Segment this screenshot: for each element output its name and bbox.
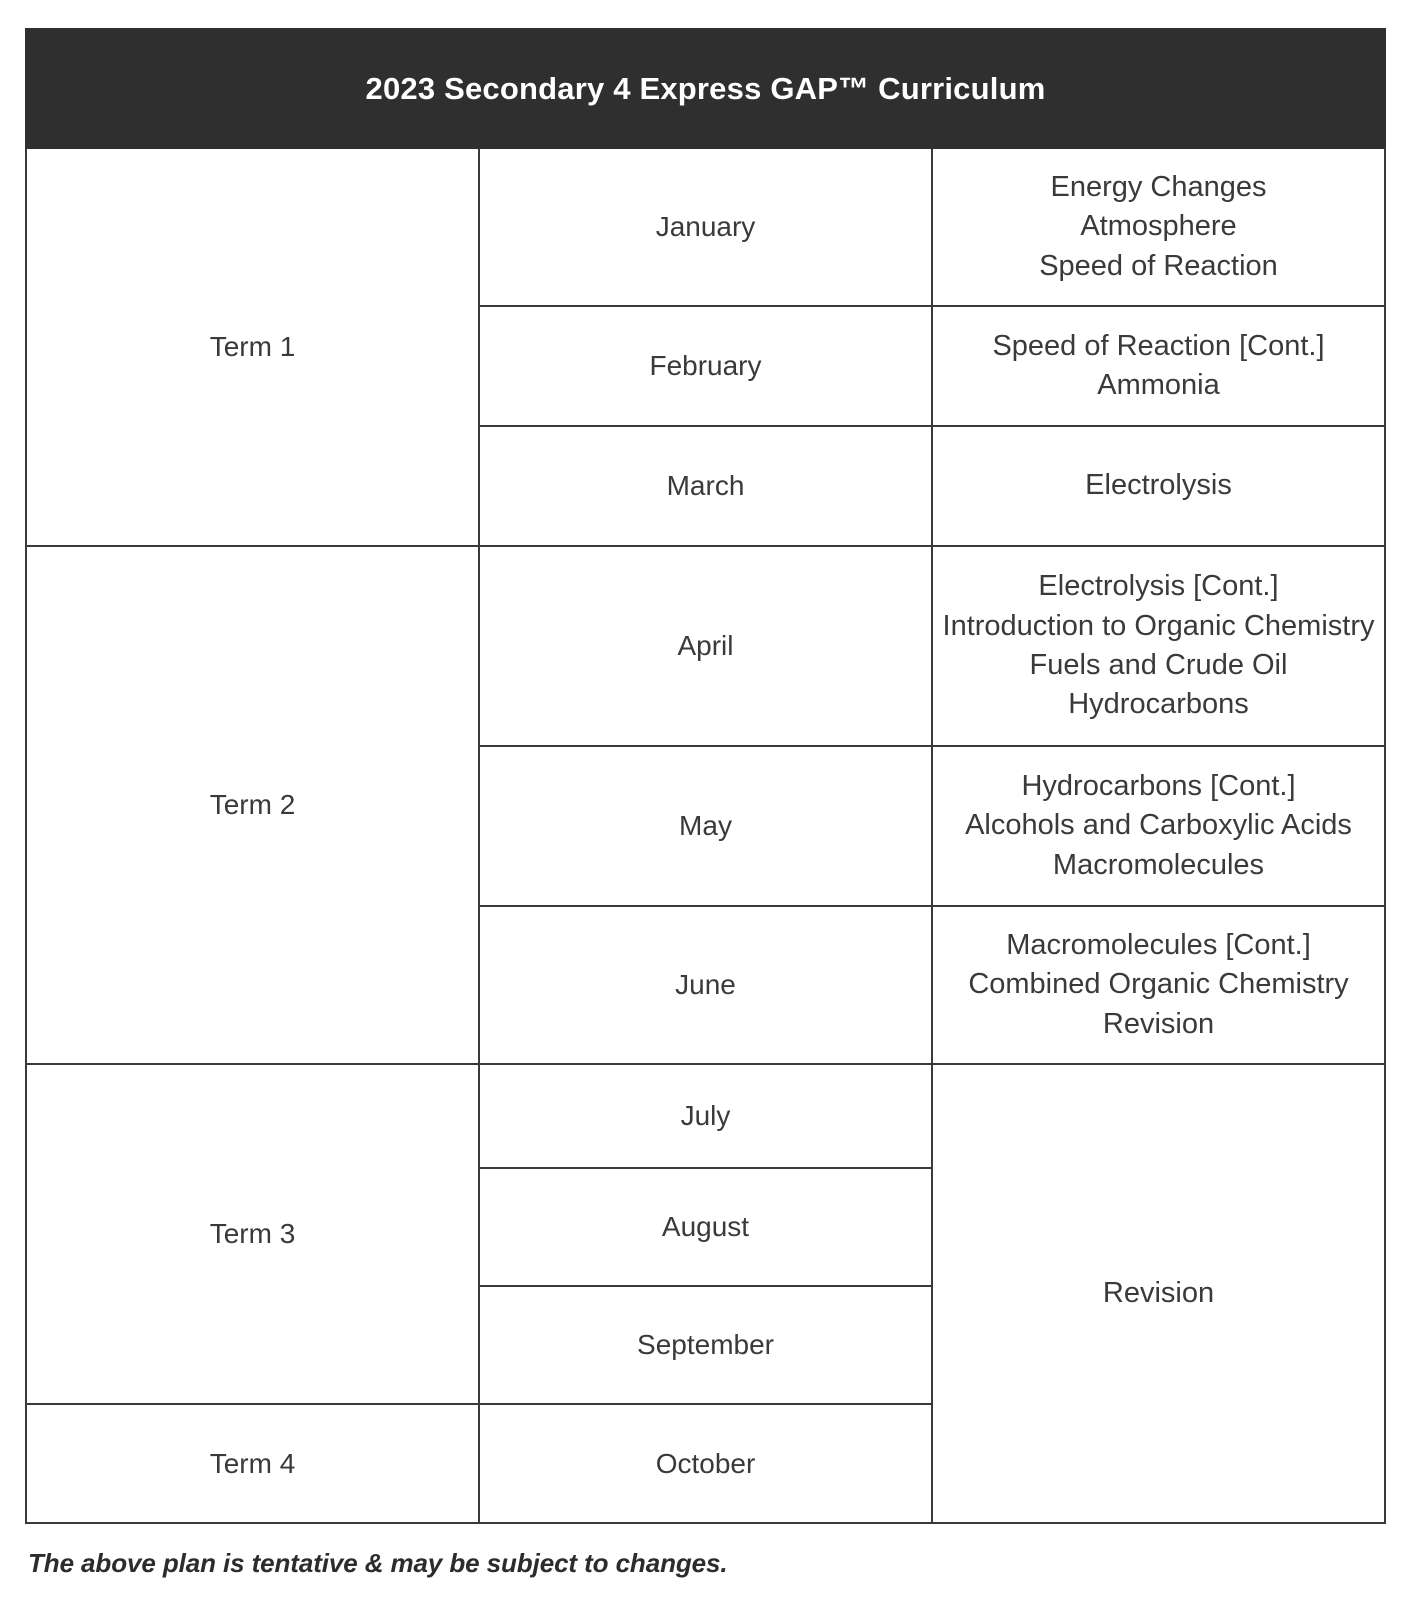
term-label-term-1: Term 1 — [26, 148, 479, 546]
topic-line: Electrolysis — [1085, 469, 1232, 502]
topic-line: Macromolecules [Cont.] — [1006, 928, 1311, 961]
topic-line: Energy Changes — [1050, 170, 1267, 203]
month-label-may: May — [479, 746, 932, 906]
term-label-term-3: Term 3 — [26, 1064, 479, 1404]
topic-line: Revision — [1102, 1007, 1215, 1040]
topics-february — [932, 306, 1385, 426]
topics-april — [932, 546, 1385, 746]
table-row — [26, 546, 1385, 746]
month-label-january: January — [479, 148, 932, 306]
term-label-term-4: Term 4 — [26, 1404, 479, 1523]
month-label-february: February — [479, 306, 932, 426]
topic-line: Speed of Reaction [Cont.] — [992, 329, 1325, 362]
topic-line: Hydrocarbons — [1068, 688, 1249, 721]
topic-line: Ammonia — [1097, 369, 1220, 401]
topic-line: Macromolecules — [1052, 848, 1265, 881]
month-label-august: August — [479, 1168, 932, 1286]
topic-line: Atmosphere — [1080, 210, 1237, 243]
topics-may — [932, 746, 1385, 906]
topic-line: Fuels and Crude Oil — [1029, 649, 1288, 681]
topic-line: Combined Organic Chemistry — [968, 968, 1349, 1001]
topics-revision-span: Revision — [932, 1064, 1385, 1523]
topic-line: Electrolysis [Cont.] — [1038, 570, 1279, 603]
month-label-july: July — [479, 1064, 932, 1168]
month-label-april: April — [479, 546, 932, 746]
topic-line: Speed of Reaction — [1039, 249, 1278, 282]
topic-line: Introduction to Organic Chemistry — [942, 609, 1375, 642]
table-row — [26, 1064, 1385, 1168]
topic-line: Hydrocarbons [Cont.] — [1021, 769, 1296, 802]
topics-january — [932, 148, 1385, 306]
table-title-row — [26, 29, 1385, 148]
page-title: 2023 Secondary 4 Express GAP™ Curriculum — [26, 29, 1385, 148]
month-label-june: June — [479, 906, 932, 1064]
table-row — [26, 148, 1385, 306]
curriculum-table — [25, 28, 1386, 1524]
month-label-september: September — [479, 1286, 932, 1404]
month-label-march: March — [479, 426, 932, 546]
topics-march — [932, 426, 1385, 546]
topic-line: Alcohols and Carboxylic Acids — [965, 809, 1352, 842]
topics-june — [932, 906, 1385, 1064]
term-label-term-2: Term 2 — [26, 546, 479, 1064]
footnote-text: The above plan is tentative & may be subject to changes. — [28, 1548, 728, 1578]
month-label-october: October — [479, 1404, 932, 1523]
